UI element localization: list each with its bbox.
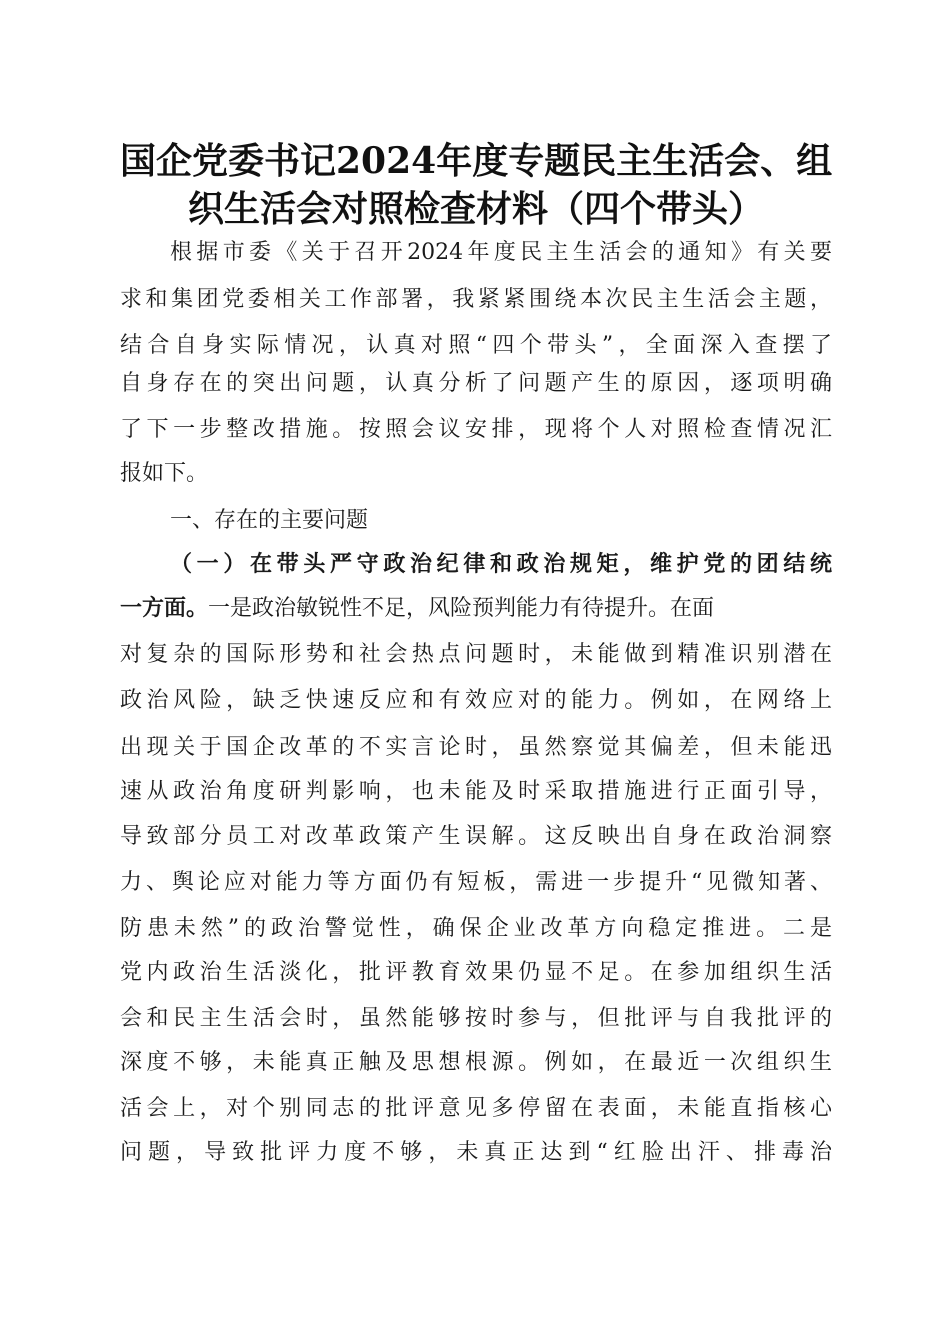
sub-heading-tail: 一方面。 <box>120 596 209 621</box>
body-line-first <box>120 594 832 624</box>
intro-line: 求和集团党委相关工作部署，我紧紧围绕本次民主生活会主题， <box>120 287 832 312</box>
document-title-line-2: 织生活会对照检查材料（四个带头） <box>187 188 764 230</box>
body-line: 深度不够，未能真正触及思想根源。例如，在最近一次组织生 <box>120 1050 832 1075</box>
body-line: 防患未然”的政治警觉性，确保企业改革方向稳定推进。二是 <box>120 916 832 941</box>
intro-line: 报如下。 <box>120 461 209 486</box>
body-line-first-rest: 一是政治敏锐性不足，风险预判能力有待提升。在面 <box>208 596 715 621</box>
body-line: 会和民主生活会时，虽然能够按时参与，但批评与自我批评的 <box>120 1006 832 1031</box>
intro-line: 了下一步整改措施。按照会议安排，现将个人对照检查情况汇 <box>120 417 832 442</box>
document-title-line-1: 国企党委书记2024年度专题民主生活会、组 <box>120 140 833 182</box>
intro-line: 根据市委《关于召开2024年度民主生活会的通知》有关要 <box>170 240 832 265</box>
body-line: 党内政治生活淡化，批评教育效果仍显不足。在参加组织生活 <box>120 960 832 985</box>
body-line: 导致部分员工对改革政策产生误解。这反映出自身在政治洞察 <box>120 824 832 849</box>
body-line: 活会上，对个别同志的批评意见多停留在表面，未能直指核心 <box>120 1096 832 1121</box>
body-line: 力、舆论应对能力等方面仍有短板，需进一步提升“见微知著、 <box>120 870 832 895</box>
sub-heading: （一）在带头严守政治纪律和政治规矩，维护党的团结统 <box>170 552 832 577</box>
section-heading: 一、存在的主要问题 <box>170 508 369 533</box>
body-line: 出现关于国企改革的不实言论时，虽然察觉其偏差，但未能迅 <box>120 735 832 760</box>
body-line: 速从政治角度研判影响，也未能及时采取措施进行正面引导， <box>120 779 832 804</box>
body-line: 政治风险，缺乏快速反应和有效应对的能力。例如，在网络上 <box>120 688 832 713</box>
body-line: 对复杂的国际形势和社会热点问题时，未能做到精准识别潜在 <box>120 642 832 667</box>
intro-line: 自身存在的突出问题，认真分析了问题产生的原因，逐项明确 <box>120 371 832 396</box>
body-line: 问题，导致批评力度不够，未真正达到“红脸出汗、排毒治 <box>120 1140 832 1165</box>
intro-line: 结合自身实际情况，认真对照“四个带头”，全面深入查摆了 <box>120 333 832 358</box>
